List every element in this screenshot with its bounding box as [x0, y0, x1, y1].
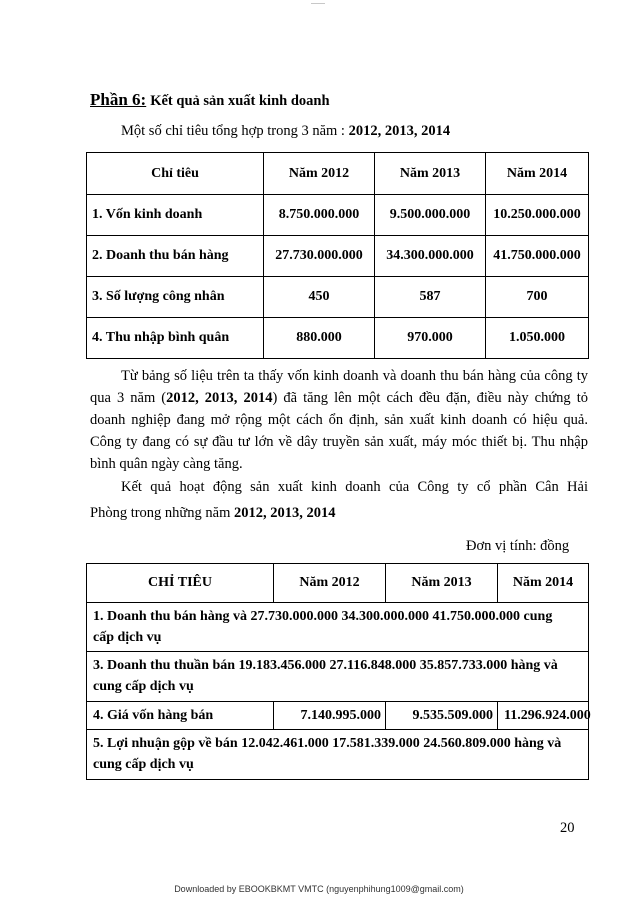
analysis-years: 2012, 2013, 2014 [166, 390, 273, 406]
table-cell: 4. Giá vốn hàng bán [87, 702, 274, 730]
analysis-paragraph [90, 365, 588, 475]
section-title: Kết quả sản xuất kinh doanh [150, 93, 330, 109]
results-intro-text: Phòng trong những năm [90, 505, 234, 521]
row-text: 5. Lợi nhuận gộp về bán 12.042.461.000 17.581.339.000 24.560.809.000 hàng và [93, 736, 562, 751]
intro-line [121, 121, 450, 141]
table-cell [87, 652, 589, 702]
table-header: CHỈ TIÊU [87, 564, 274, 603]
row-text: 1. Doanh thu bán hàng và 27.730.000.000 34.300.000.000 41.750.000.000 cung [93, 609, 553, 624]
business-results-table [86, 563, 589, 780]
table-cell: 1.050.000 [486, 318, 589, 359]
table-header: Năm 2013 [386, 564, 498, 603]
analysis-text-1: Từ bảng số liệu trên ta thấy vốn kinh doanh và doanh thu bán hàng của công ty qua 3 năm ( [90, 368, 588, 406]
table-row [87, 318, 589, 359]
table-row [87, 730, 589, 780]
table-cell: 9.535.509.000 [386, 702, 498, 730]
table-row [87, 652, 589, 702]
top-mark [311, 3, 325, 4]
intro-text: Một số chỉ tiêu tổng hợp trong 3 năm : [121, 123, 349, 139]
summary-table [86, 152, 589, 359]
section-part-label: Phần 6: [90, 90, 147, 109]
table-cell: 7.140.995.000 [274, 702, 386, 730]
table-header: Năm 2014 [486, 153, 589, 195]
table-cell: 9.500.000.000 [375, 195, 486, 236]
table-row [87, 277, 589, 318]
row-text-continued: cung cấp dịch vụ [93, 757, 194, 772]
row-text-continued: cung cấp dịch vụ [93, 679, 194, 694]
table-cell: 700 [486, 277, 589, 318]
unit-note: Đơn vị tính: đồng [466, 538, 570, 554]
table-header: Năm 2012 [274, 564, 386, 603]
table-header: Năm 2014 [498, 564, 589, 603]
table-cell: 1. Vốn kinh doanh [87, 195, 264, 236]
row-text: 3. Doanh thu thuần bán 19.183.456.000 27.116.848.000 35.857.733.000 hàng và [93, 658, 558, 673]
row-text-continued: cấp dịch vụ [93, 630, 162, 645]
table-cell: 41.750.000.000 [486, 236, 589, 277]
analysis-text-2: ) đã tăng lên một cách đều đặn, điều này chứng tỏ doanh nghiệp đang mở rộng một cách ổn định, sản xuất kinh doanh có hiệu quả. Công ty đang có sự đầu tư lớn về dây truyền sản xuất, máy móc thiết bị. Thu nhập bình quân ngày càng tăng. [90, 390, 589, 472]
table-cell: 587 [375, 277, 486, 318]
table-cell: 10.250.000.000 [486, 195, 589, 236]
table-header-row [87, 564, 589, 603]
table-cell: 2. Doanh thu bán hàng [87, 236, 264, 277]
intro-years: 2012, 2013, 2014 [348, 123, 451, 139]
table-row [87, 236, 589, 277]
results-intro-line1: Kết quả hoạt động sản xuất kinh doanh của Công ty cổ phần Cân Hải [121, 479, 588, 495]
page-number: 20 [560, 820, 575, 836]
table-header: Năm 2012 [264, 153, 375, 195]
table-row [87, 603, 589, 652]
table-cell [87, 730, 589, 780]
section-heading [90, 90, 330, 110]
table-cell: 11.296.924.000 [498, 702, 589, 730]
table-row [87, 195, 589, 236]
table-cell: 450 [264, 277, 375, 318]
results-intro-years: 2012, 2013, 2014 [234, 505, 336, 521]
table-cell [87, 603, 589, 652]
results-intro-line2 [90, 503, 336, 523]
table-cell: 8.750.000.000 [264, 195, 375, 236]
table-header: Chỉ tiêu [87, 153, 264, 195]
table-cell: 880.000 [264, 318, 375, 359]
table-cell: 970.000 [375, 318, 486, 359]
table-cell: 3. Số lượng công nhân [87, 277, 264, 318]
table-row [87, 702, 589, 730]
table-cell: 27.730.000.000 [264, 236, 375, 277]
download-footer: Downloaded by EBOOKBKMT VMTC (nguyenphihung1009@gmail.com) [174, 884, 464, 894]
table-cell: 34.300.000.000 [375, 236, 486, 277]
table-header: Năm 2013 [375, 153, 486, 195]
table-header-row [87, 153, 589, 195]
table-cell: 4. Thu nhập bình quân [87, 318, 264, 359]
